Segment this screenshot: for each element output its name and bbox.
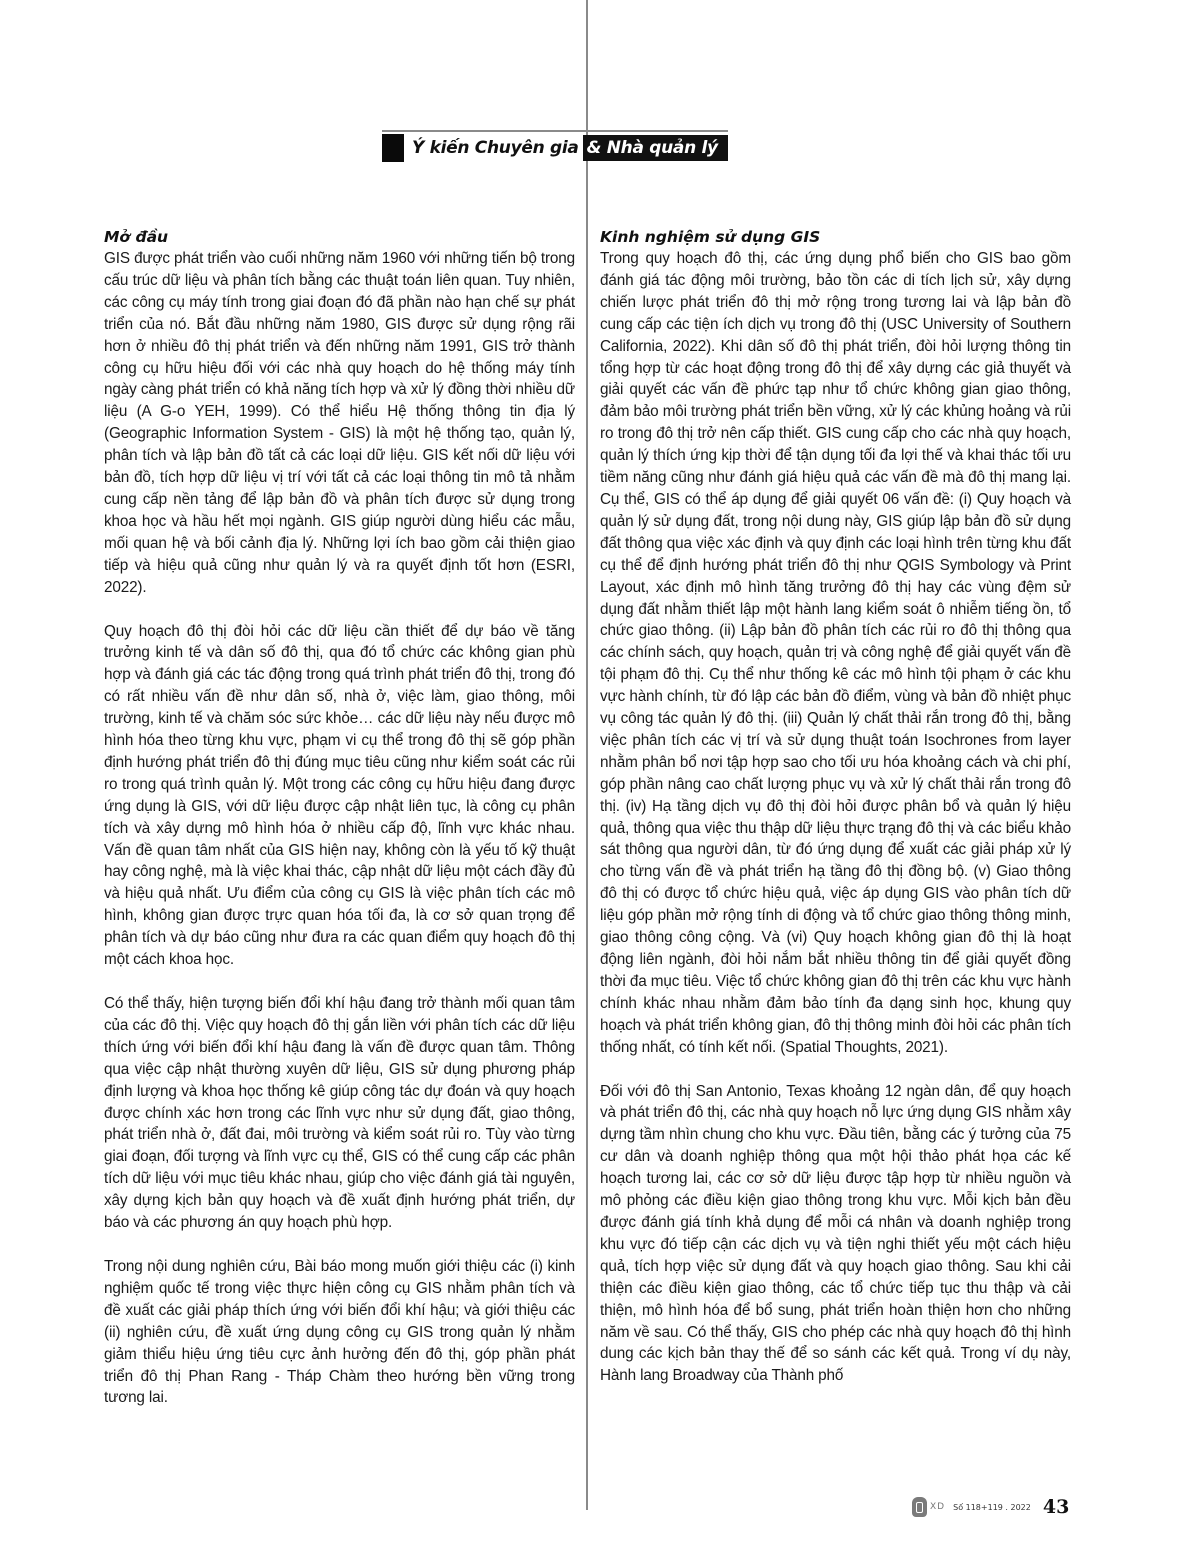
banner-title: Ý kiến Chuyên gia [412, 138, 579, 158]
section-heading-gis-experience: Kinh nghiệm sử dụng GIS [600, 228, 821, 246]
column-divider [586, 0, 588, 1510]
paragraph: GIS được phát triển vào cuối những năm 1960 với những tiến bộ trong cấu trúc dữ liệu và phân tích bằng các thuật toán liên quan. Tuy nhiên, các công cụ máy tính trong giai đoạn đó đã phần nào hạn chế sự phát triển của nó. Bắt đầu những năm 1980, GIS được sử dụng rộng rãi hơn ở nhiều đô thị phát triển và đến những năm 1991, GIS trở thành công cụ hữu hiệu đối với các nhà quy hoạch do hệ thống máy tính ngày càng phát triển có khả năng tích hợp và xử lý đồng thời nhiều dữ liệu (A G-o YEH, 1999). Có thể hiểu Hệ thống thông tin địa lý (Geographic Information System - GIS) là một hệ thống tạo, quản lý, phân tích và lập bản đồ tất cả các loại dữ liệu. GIS kết nối dữ liệu với bản đồ, tích hợp dữ liệu vị trí với tất cả các loại thông tin mô tả nhằm cung cấp nền tảng để lập bản đồ và phân tích được sử dụng trong khoa học và hầu hết mọi ngành. GIS giúp người dùng hiểu các mẫu, mối quan hệ và bối cảnh địa lý. Những lợi ích bao gồm cải thiện giao tiếp và hiệu quả cũng như quản lý và ra quyết định tốt hơn (ESRI, 2022). [104, 250, 575, 596]
issue-label: Số 118+119 . 2022 [953, 1502, 1031, 1512]
banner-title-highlight: & Nhà quản lý [583, 135, 728, 161]
paragraph: Trong nội dung nghiên cứu, Bài báo mong muốn giới thiệu các (i) kinh nghiệm quốc tế trong việc thực hiện công cụ GIS nhằm phân tích và đề xuất các giải pháp thích ứng với biến đổi khí hậu; và giới thiệu các (ii) nghiên cứu, đề xuất ứng dụng công cụ GIS trong quản lý nhằm giảm thiểu hiệu ứng tiêu cực ảnh hưởng đến đô thị, góp phần phát triển đô thị Phan Rang - Tháp Chàm theo hướng bền vững trong tương lai. [104, 1257, 575, 1407]
left-column [104, 226, 575, 1431]
banner-block [382, 134, 404, 162]
paragraph: Trong quy hoạch đô thị, các ứng dụng phổ biến cho GIS bao gồm đánh giá tác động môi trường, bảo tồn các di tích lịch sử, xây dựng chiến lược phát triển đô thị mở rộng trong tương lai và lập bản đồ cung cấp các tiện ích dịch vụ trong đô thị (USC University of Southern California, 2022). Khi dân số đô thị phát triển, đòi hỏi lượng thông tin tổng hợp từ các hoạt động trong đô thị để xây dựng các giả thuyết và giải quyết các vấn đề phức tạp như tổ chức không gian giao thông, đảm bảo môi trường phát triển bền vững, xử lý các khủng hoảng và rủi ro trong đô thị trở nên cấp thiết. GIS cung cấp cho các nhà quy hoạch, quản lý thích ứng kịp thời để tận dụng tối đa lợi thế và khai thác tối ưu tiềm năng cũng như đánh giá hiệu quả các vấn đề mà đô thị mang lại. Cụ thể, GIS có thể áp dụng để giải quyết 06 vấn đề: (i) Quy hoạch và quản lý sử dụng đất, trong nội dung này, GIS giúp lập bản đồ sử dụng đất thông qua việc xác định và quy định các loại hình trên từng khu đất cụ thể để định hướng phát triển đô thị như QGIS Symbology và Print Layout, xác định mô hình tăng trưởng đô thị hay các vùng đệm sử dụng đất nhằm thiết lập một hành lang kiểm soát ô nhiễm tiếng ồn, tổ chức giao thông. (ii) Lập bản đồ phân tích các rủi ro đô thị thông qua các chính sách, quy hoạch, quản trị và công nghệ để giải quyết vấn đề tội phạm đô thị. Cụ thể như thống kê các mô hình tội phạm ở các khu vực hành chính, từ đó lập các bản đồ điểm, vùng và bản đồ nhiệt phục vụ công tác quản lý đô thị. (iii) Quản lý chất thải rắn trong đô thị, bằng việc phân tích các vị trí và sử dụng thuật toán Isochrones from layer nhằm phân bổ nơi tập hợp sao cho tối ưu hóa khoảng cách và chi phí, góp phần nâng cao chất lượng phục vụ và xử lý chất thải rắn trong đô thị. (iv) Hạ tầng dịch vụ đô thị đòi hỏi được phân bổ và quản lý hiệu quả, thông qua việc thu thập dữ liệu thực trạng đô thị và các biểu khảo sát thông qua người dân, từ đó ứng dụng để xuất các giải pháp xử lý cho từng vấn đề và phát triển hạ tầng đô thị đồng bộ. (v) Giao thông đô thị có được tổ chức hiệu quả, việc áp dụng GIS vào phân tích dữ liệu góp phần mở rộng tính di động và tổ chức giao thông thông minh, giao thông công cộng. Và (vi) Quy hoạch không gian đô thị là hoạt động liên ngành, đòi hỏi nắm bắt nhiều thông tin để giải quyết đồng thời đa mục tiêu. Việc tổ chức không gian đô thị trên các khu vực hành chính khác nhau nhằm đảm bảo tính đa dạng sinh học, khung quy hoạch và phát triển không gian, đô thị thông minh đòi hỏi các phân tích thống nhất, có tính kết nối. (Spatial Thoughts, 2021). [600, 250, 1071, 1056]
magazine-brand: XD [930, 1502, 946, 1512]
page-number: 43 [1042, 1496, 1070, 1518]
right-column [600, 226, 1071, 1409]
section-heading-intro: Mở đầu [104, 228, 169, 246]
page-footer [912, 1496, 1072, 1518]
paragraph: Có thể thấy, hiện tượng biến đổi khí hậu đang trở thành mối quan tâm của các đô thị. Việc quy hoạch đô thị gắn liền với phân tích các dữ liệu thích ứng với biến đổi khí hậu đang là vấn đề được quan tâm. Thông qua việc cập nhật thường xuyên dữ liệu, GIS sử dụng phương pháp định lượng và khoa học thống kê giúp công tác dự đoán và quy hoạch được chính xác hơn trong các lĩnh vực như sử dụng đất, giao thông, phát triển nhà ở, đất đai, môi trường và kiểm soát rủi ro. Tùy vào từng giai đoạn, đối tượng và lĩnh vực cụ thể, GIS có thể cung cấp các phân tích dữ liệu với mục tiêu khác nhau, giúp cho việc đánh giá tài nguyên, xây dựng kịch bản quy hoạch và đề xuất định hướng phát triển, dự báo và các phương án quy hoạch phù hợp. [104, 995, 575, 1232]
section-banner [382, 134, 728, 162]
magazine-logo-icon [912, 1497, 927, 1517]
paragraph: Quy hoạch đô thị đòi hỏi các dữ liệu cần thiết để dự báo về tăng trưởng kinh tế và dân số đô thị, qua đó tổ chức các không gian phù hợp và đánh giá các tác động trong quá trình phát triển đô thị, trong đó có rất nhiều vấn đề như dân số, nhà ở, việc làm, giao thông, môi trường, kinh tế và chăm sóc sức khỏe… các dữ liệu này nếu được mô hình hóa theo từng khu vực, phạm vi cụ thể trong đô thị sẽ góp phần định hướng phát triển đô thị đúng mục tiêu cũng như kiểm soát các rủi ro trong quá trình quản lý. Một trong các công cụ hữu hiệu đang được ứng dụng là GIS, với dữ liệu được cập nhật liên tục, là công cụ phân tích và xây dựng mô hình hóa ở nhiều cấp độ, lĩnh vực khác nhau. Vấn đề quan tâm nhất của GIS hiện nay, không còn là yếu tố kỹ thuật hay công nghệ, mà là việc khai thác, cập nhật dữ liệu một cách đầy đủ và hiệu quả nhất. Ưu điểm của công cụ GIS là việc phân tích các mô hình, không gian được trực quan hóa tối đa, là cơ sở quan trọng để phân tích và dự báo cũng như đưa ra các quan điểm quy hoạch đô thị một cách khoa học. [104, 622, 575, 969]
paragraph: Đối với đô thị San Antonio, Texas khoảng 12 ngàn dân, để quy hoạch và phát triển đô thị, các nhà quy hoạch nỗ lực ứng dụng GIS nhằm xây dựng tầm nhìn chung cho khu vực. Đầu tiên, bằng các ý tưởng của 75 cư dân và doanh nghiệp thông qua một hội thảo phát họa các kế hoạch tương lai, các cơ sở dữ liệu được tập hợp từ nhiều nguồn và mô phỏng các điều kiện giao thông trong khu vực. Mỗi kịch bản đều được đánh giá tính khả dụng để mỗi cá nhân và doanh nghiệp trong khu vực đó tiếp cận các dịch vụ và tiện nghi thiết yếu một cách hiệu quả, tích hợp việc sử dụng đất và quy hoạch giao thông. Sau khi cải thiện các điều kiện giao thông, các tổ chức tiếp tục thu thập và cải thiện, mô hình hóa để bổ sung, phát triển hoàn thiện hơn cho những năm về sau. Có thể thấy, GIS cho phép các nhà quy hoạch đô thị hình dung các kịch bản thay thế để so sánh các kết quả. Trong ví dụ này, Hành lang Broadway của Thành phố [600, 1082, 1071, 1385]
banner-rule [382, 130, 728, 132]
